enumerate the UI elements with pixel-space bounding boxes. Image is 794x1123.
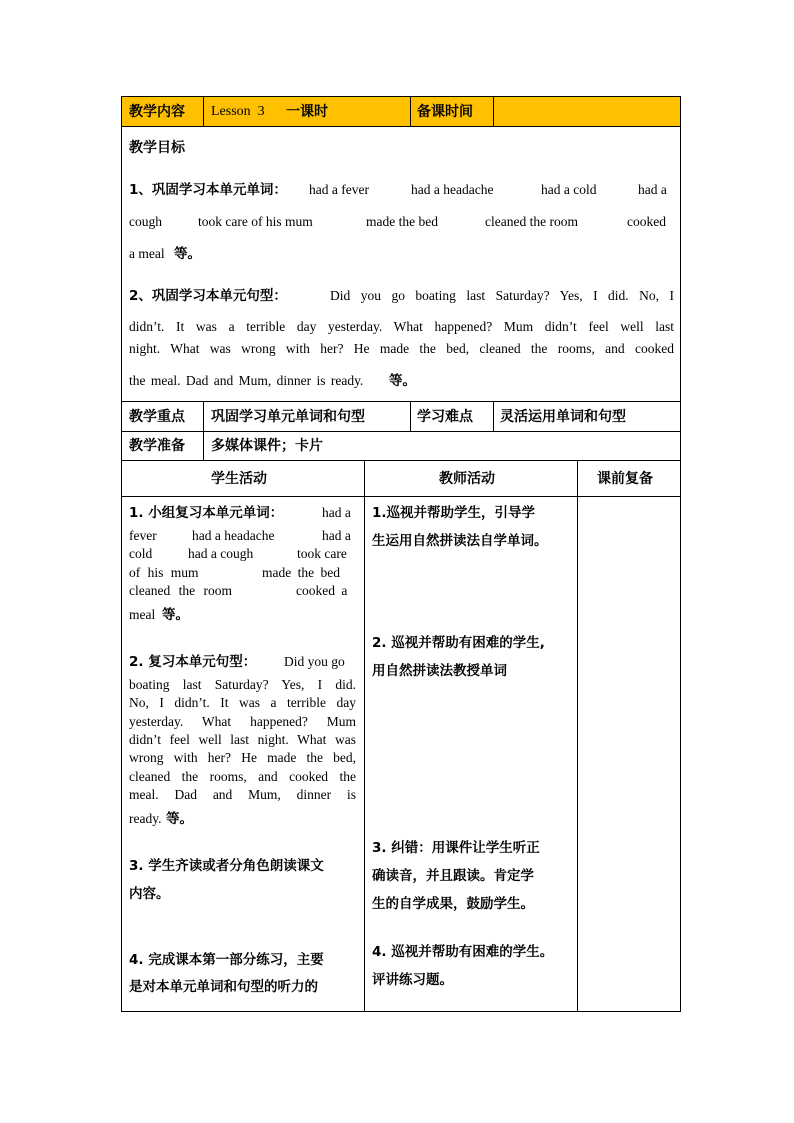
teacher-step-4: 4. 巡视并帮助有困难的学生。: [372, 944, 554, 960]
student-step-3: 3. 学生齐读或者分角色朗读课文: [129, 858, 324, 874]
vocab-item: had a cold: [541, 182, 597, 197]
objective-1-prefix: 1、巩固学习本单元单词：: [129, 182, 287, 198]
objective-2-prefix: 2、巩固学习本单元句型：: [129, 288, 287, 304]
col-divider: [410, 96, 411, 126]
label-teaching-content: 教学内容: [129, 104, 185, 120]
teacher-step-1: 1.巡视并帮助学生，引导学: [372, 505, 536, 521]
learning-difficulty: 灵活运用单词和句型: [500, 409, 626, 425]
teaching-prep: 多媒体课件；卡片: [211, 438, 323, 454]
row-divider: [121, 460, 681, 461]
vocab-item: had a: [638, 182, 667, 197]
vocab-item: had a fever: [309, 182, 369, 197]
row-divider: [121, 401, 681, 402]
etc-suffix: 等。: [174, 246, 201, 262]
vocab-item: cold: [129, 546, 153, 561]
vocab-item: meal: [129, 607, 156, 622]
vocab-item: made the bed: [366, 214, 438, 229]
vocab-item: fever: [129, 528, 157, 543]
row-divider: [121, 496, 681, 497]
etc-suffix: 等。: [166, 811, 193, 827]
sentence-line: night. What was wrong with her? He made the bed, cleaned the rooms, and cooked: [129, 341, 674, 356]
table-border-top: [121, 96, 681, 97]
sentence-line: didn’t. It was a terrible day yesterday. What happened? Mum didn’t feel well last: [129, 319, 674, 334]
teacher-step-4-cont: 评讲练习题。: [372, 972, 453, 988]
vocab-item: cooked a: [296, 583, 348, 598]
col-divider: [577, 460, 578, 1012]
sentence-line: boating last Saturday? Yes, I did.: [129, 677, 356, 692]
vocab-item: had a: [322, 505, 351, 520]
vocab-item: took care of his mum: [198, 214, 313, 229]
vocab-item: had a headache: [192, 528, 275, 543]
vocab-item: of his mum: [129, 565, 199, 580]
vocab-item: took care: [297, 546, 347, 561]
label-teaching-prep: 教学准备: [129, 438, 185, 454]
vocab-item: cleaned the room: [485, 214, 578, 229]
header-row: [121, 97, 680, 126]
teacher-step-2-cont: 用自然拼读法教授单词: [372, 663, 507, 679]
sentence-line: ready.: [129, 811, 162, 826]
sentence-line: yesterday. What happened? Mum: [129, 714, 356, 729]
teacher-step-2: 2. 巡视并帮助有困难的学生,: [372, 635, 545, 651]
col-divider: [364, 460, 365, 1012]
header-teacher-activity: 教师活动: [439, 471, 495, 487]
vocab-item: had a headache: [411, 182, 494, 197]
table-border-bottom: [121, 1011, 681, 1012]
col-divider: [203, 96, 204, 126]
vocab-item: cleaned the room: [129, 583, 232, 598]
lesson-number: Lesson 3: [211, 104, 265, 119]
etc-suffix: 等。: [389, 373, 416, 389]
col-divider: [493, 96, 494, 126]
sentence-line: wrong with her? He made the bed,: [129, 750, 356, 765]
vocab-item: cough: [129, 214, 162, 229]
col-divider: [493, 401, 494, 431]
col-divider: [410, 401, 411, 431]
label-learning-difficulty: 学习难点: [417, 409, 473, 425]
header-student-activity: 学生活动: [211, 471, 267, 487]
sentence-line: the meal. Dad and Mum, dinner is ready.: [129, 373, 364, 388]
teaching-focus: 巩固学习单元单词和句型: [211, 409, 365, 425]
sentence-line: cleaned the rooms, and cooked the: [129, 769, 356, 784]
sentence-line: didn’t feel well last night. What was: [129, 732, 356, 747]
table-border-left: [121, 96, 122, 1012]
class-hours: 一课时: [286, 104, 328, 120]
teacher-step-3: 3. 纠错：用课件让学生听正: [372, 840, 540, 856]
etc-suffix: 等。: [162, 607, 189, 623]
vocab-item: made the bed: [262, 565, 340, 580]
vocab-item: had a cough: [188, 546, 254, 561]
row-divider: [121, 126, 681, 127]
label-prep-time: 备课时间: [417, 104, 473, 120]
teacher-step-3-cont: 生的自学成果，鼓励学生。: [372, 896, 534, 912]
student-step-4: 4. 完成课本第一部分练习，主要: [129, 952, 324, 968]
teacher-step-1-cont: 生运用自然拼读法自学单词。: [372, 533, 548, 549]
header-pre-class-review: 课前复备: [597, 471, 653, 487]
sentence-line: Did you go boating last Saturday? Yes, I did. No, I: [330, 288, 674, 303]
sentence-line: Did you go: [284, 654, 345, 669]
vocab-item: a meal: [129, 246, 165, 261]
student-step-3-cont: 内容。: [129, 886, 170, 902]
vocab-item: had a: [322, 528, 351, 543]
sentence-line: meal. Dad and Mum, dinner is: [129, 787, 356, 802]
student-step-4-cont: 是对本单元单词和句型的听力的: [129, 979, 318, 995]
objectives-title: 教学目标: [129, 140, 185, 156]
vocab-item: cooked: [627, 214, 666, 229]
row-divider: [121, 431, 681, 432]
teacher-step-3-cont: 确读音，并且跟读。肯定学: [372, 868, 534, 884]
label-teaching-focus: 教学重点: [129, 409, 185, 425]
table-border-right: [680, 96, 681, 1012]
col-divider: [203, 401, 204, 460]
student-step-1-prefix: 1. 小组复习本单元单词：: [129, 505, 284, 521]
sentence-line: No, I didn’t. It was a terrible day: [129, 695, 356, 710]
student-step-2-prefix: 2. 复习本单元句型：: [129, 654, 257, 670]
